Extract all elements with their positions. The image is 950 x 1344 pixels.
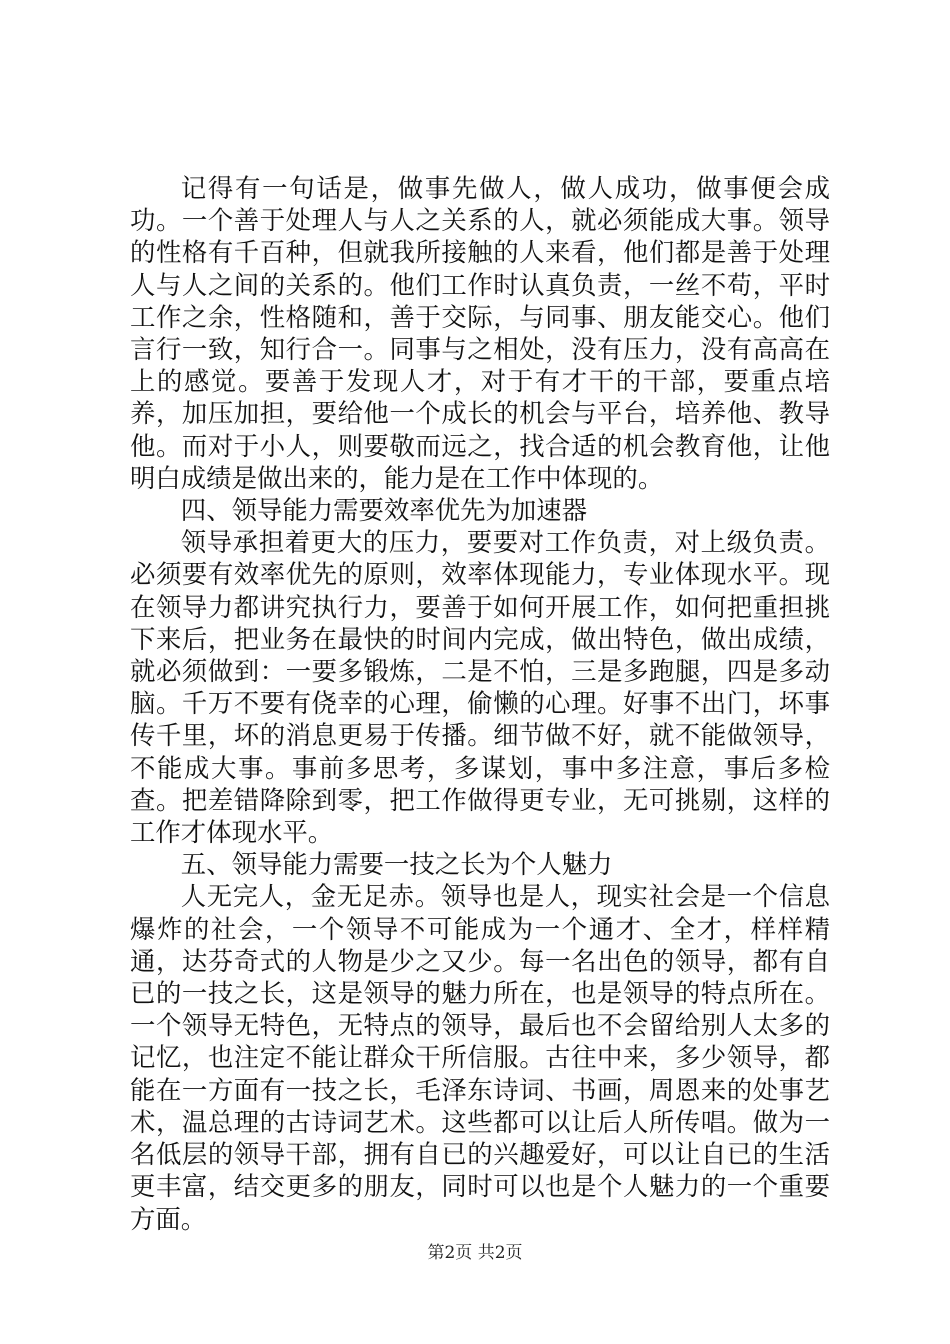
paragraph-charisma: 人无完人，金无足赤。领导也是人，现实社会是一个信息爆炸的社会，一个领导不可能成为一个通才、全才，样样精通，达芬奇式的人物是少之又少。每一名出色的领导，都有自已的一技之长，这是领导的魅力所在，也是领导的特点所在。一个领导无特色，无特点的领导，最后也不会留给别人太多的记忆，也注定不能让群众干所信服。古往中来，多少领导，都能在一方面有一技之长，毛泽东诗词、书画，周恩来的处事艺术，温总理的古诗词艺术。这些都可以让后人所传唱。做为一名低层的领导干部，拥有自已的兴趣爱好，可以让自已的生活更丰富，结交更多的朋友，同时可以也是个人魅力的一个重要方面。 (130, 881, 830, 1234)
document-body (130, 172, 830, 1235)
section-heading-charisma: 五、领导能力需要一技之长为个人魅力 (180, 849, 613, 880)
paragraph-character: 记得有一句话是，做事先做人，做人成功，做事便会成功。一个善于处理人与人之关系的人，就必须能成大事。领导的性格有千百种，但就我所接触的人来看，他们都是善于处理人与人之间的关系的。他们工作时认真负责，一丝不苟，平时工作之余，性格随和，善于交际，与同事、朋友能交心。他们言行一致，知行合一。同事与之相处，没有压力，没有高高在上的感觉。要善于发现人才，对于有才干的干部，要重点培养，加压加担，要给他一个成长的机会与平台，培养他、教导他。而对于小人，则要敬而远之，找合适的机会教育他，让他明白成绩是做出来的，能力是在工作中体现的。 (130, 173, 830, 493)
section-heading-efficiency: 四、领导能力需要效率优先为加速器 (180, 495, 588, 526)
paragraph-efficiency: 领导承担着更大的压力，要要对工作负责，对上级负责。必须要有效率优先的原则，效率体现能力，专业体现水平。现在领导力都讲究执行力，要善于如何开展工作，如何把重担挑下来后，把业务在最快的时间内完成，做出特色，做出成绩，就必须做到：一要多锻炼，二是不怕，三是多跑腿，四是多动脑。千万不要有侥幸的心理，偷懒的心理。好事不出门，坏事传千里，坏的消息更易于传播。细节做不好，就不能做领导，不能成大事。事前多思考，多谋划，事中多注意，事后多检查。把差错降除到零，把工作做得更专业，无可挑剔，这样的工作才体现水平。 (130, 527, 830, 848)
page-number-footer: 第2页 共2页 (427, 1243, 523, 1263)
